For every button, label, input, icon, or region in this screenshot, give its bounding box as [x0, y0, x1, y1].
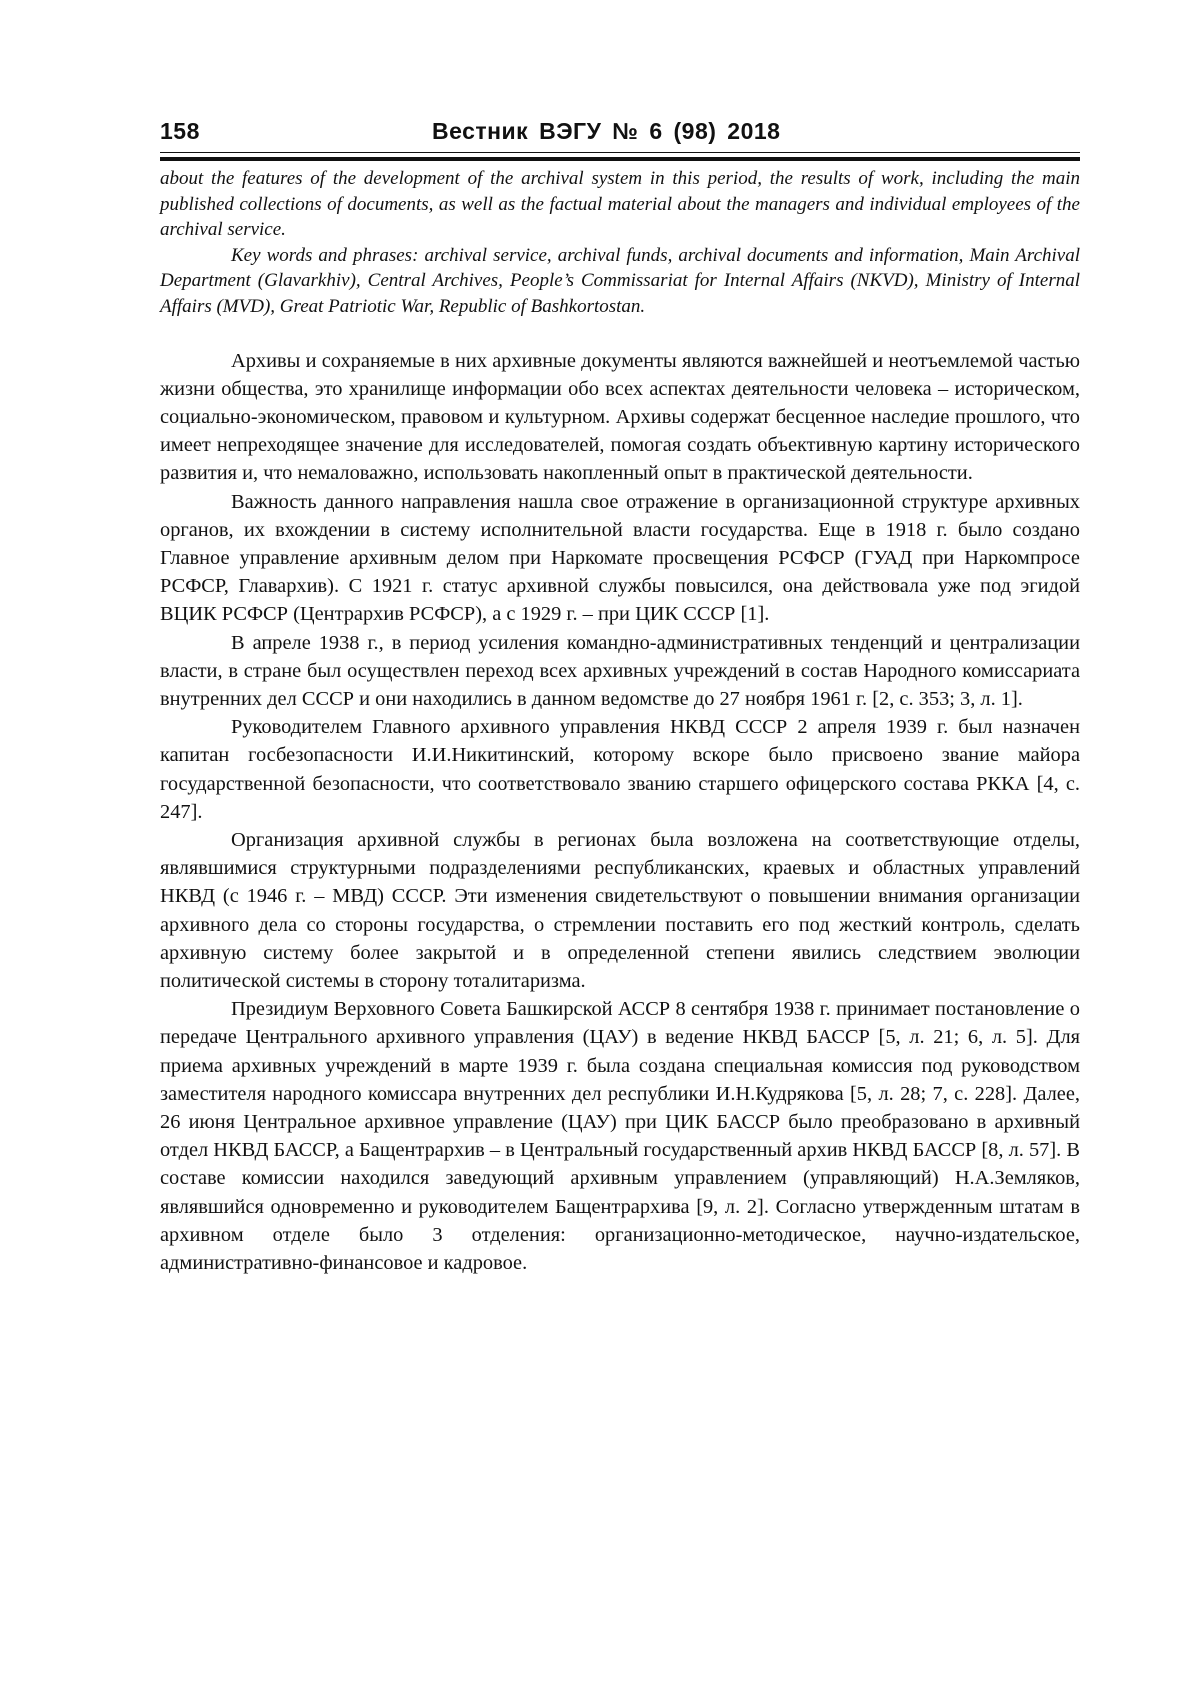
abstract-keywords: Key words and phrases: archival service, archival funds, archival documents and information, Main Archival Department (Glavarkhiv), Central Archives, People’s Commissariat for Internal Affairs (NKVD), Ministry of Internal Affairs (MVD), Great Patriotic War, Republic of Bashkortostan. — [160, 244, 1080, 317]
english-abstract — [160, 166, 1080, 320]
running-header — [160, 110, 1080, 150]
header-rule-thin — [160, 152, 1080, 153]
header-rule-thick — [160, 157, 1080, 161]
article-body — [160, 347, 1080, 1278]
body-paragraph: Организация архивной службы в регионах была возложена на соответствующие отделы, являвшимися структурными подразделениями республиканских, краевых и областных управлений НКВД (с 1946 г. – МВД) СССР. Эти изменения свидетельствуют о повышении внимания организации архивного дела со стороны государства, о стремлении поставить его под жесткий контроль, сделать архивную систему более закрытой и в определенной степени явились следствием эволюции политической системы в сторону тоталитаризма. — [160, 829, 1080, 993]
body-paragraph: Важность данного направления нашла свое отражение в организационной структуре архивных органов, их вхождении в систему исполнительной власти государства. Еще в 1918 г. было создано Главное управление архивным делом при Наркомате просвещения РСФСР (ГУАД при Наркомпросе РСФСР, Главархив). С 1921 г. статус архивной службы повысился, она действовала уже под эгидой ВЦИК РСФСР (Центрархив РСФСР), а с 1929 г. – при ЦИК СССР [1]. — [160, 490, 1080, 626]
body-paragraph: Руководителем Главного архивного управления НКВД СССР 2 апреля 1939 г. был назначен капитан госбезопасности И.И.Никитинский, которому вскоре было присвоено звание майора государственной безопасности, что соответствовало званию старшего офицерского состава РККА [4, с. 247]. — [160, 716, 1080, 823]
body-paragraph: В апреле 1938 г., в период усиления командно-административных тенденций и централизации власти, в стране был осуществлен переход всех архивных учреждений в состав Народного комиссариата внутренних дел СССР и они находились в данном ведомстве до 27 ноября 1961 г. [2, с. 353; 3, л. 1]. — [160, 631, 1080, 710]
body-paragraph: Президиум Верховного Совета Башкирской АССР 8 сентября 1938 г. принимает постановление о передаче Центрального архивного управления (ЦАУ) в ведение НКВД БАССР [5, л. 21; 6, л. 5]. Для приема архивных учреждений в марте 1939 г. была создана специальная комиссия под руководством заместителя народного комиссара внутренних дел республики И.Н.Кудрякова [5, л. 28; 7, с. 228]. Далее, 26 июня Центральное архивное управление (ЦАУ) при ЦИК БАССР было преобразовано в архивный отдел НКВД БАССР, а Бащентрархив – в Центральный государственный архив НКВД БАССР [8, л. 57]. В составе комиссии находился заведующий архивным управлением (управляющий) Н.А.Земляков, являвшийся одновременно и руководителем Бащентрархива [9, л. 2]. Согласно утвержденным штатам в архивном отделе было 3 отделения: организационно-методическое, научно-издательское, административно-финансовое и кадровое. — [160, 998, 1080, 1275]
page-number: 158 — [160, 118, 200, 144]
journal-page — [160, 110, 1080, 1277]
body-paragraph: Архивы и сохраняемые в них архивные документы являются важнейшей и неотъемлемой частью жизни общества, это хранилище информации обо всех аспектах деятельности человека – историческом, социально-экономическом, правовом и культурном. Архивы содержат бесценное наследие прошлого, что имеет непреходящее значение для исследователей, помогая создать объективную картину исторического развития и, что немаловажно, использовать накопленный опыт в практической деятельности. — [160, 349, 1080, 485]
abstract-summary: about the features of the development of the archival system in this period, the results of work, including the main published collections of documents, as well as the factual material about the managers and individual employees of the archival service. — [160, 168, 1080, 241]
journal-title: Вестник ВЭГУ № 6 (98) 2018 — [432, 118, 781, 144]
